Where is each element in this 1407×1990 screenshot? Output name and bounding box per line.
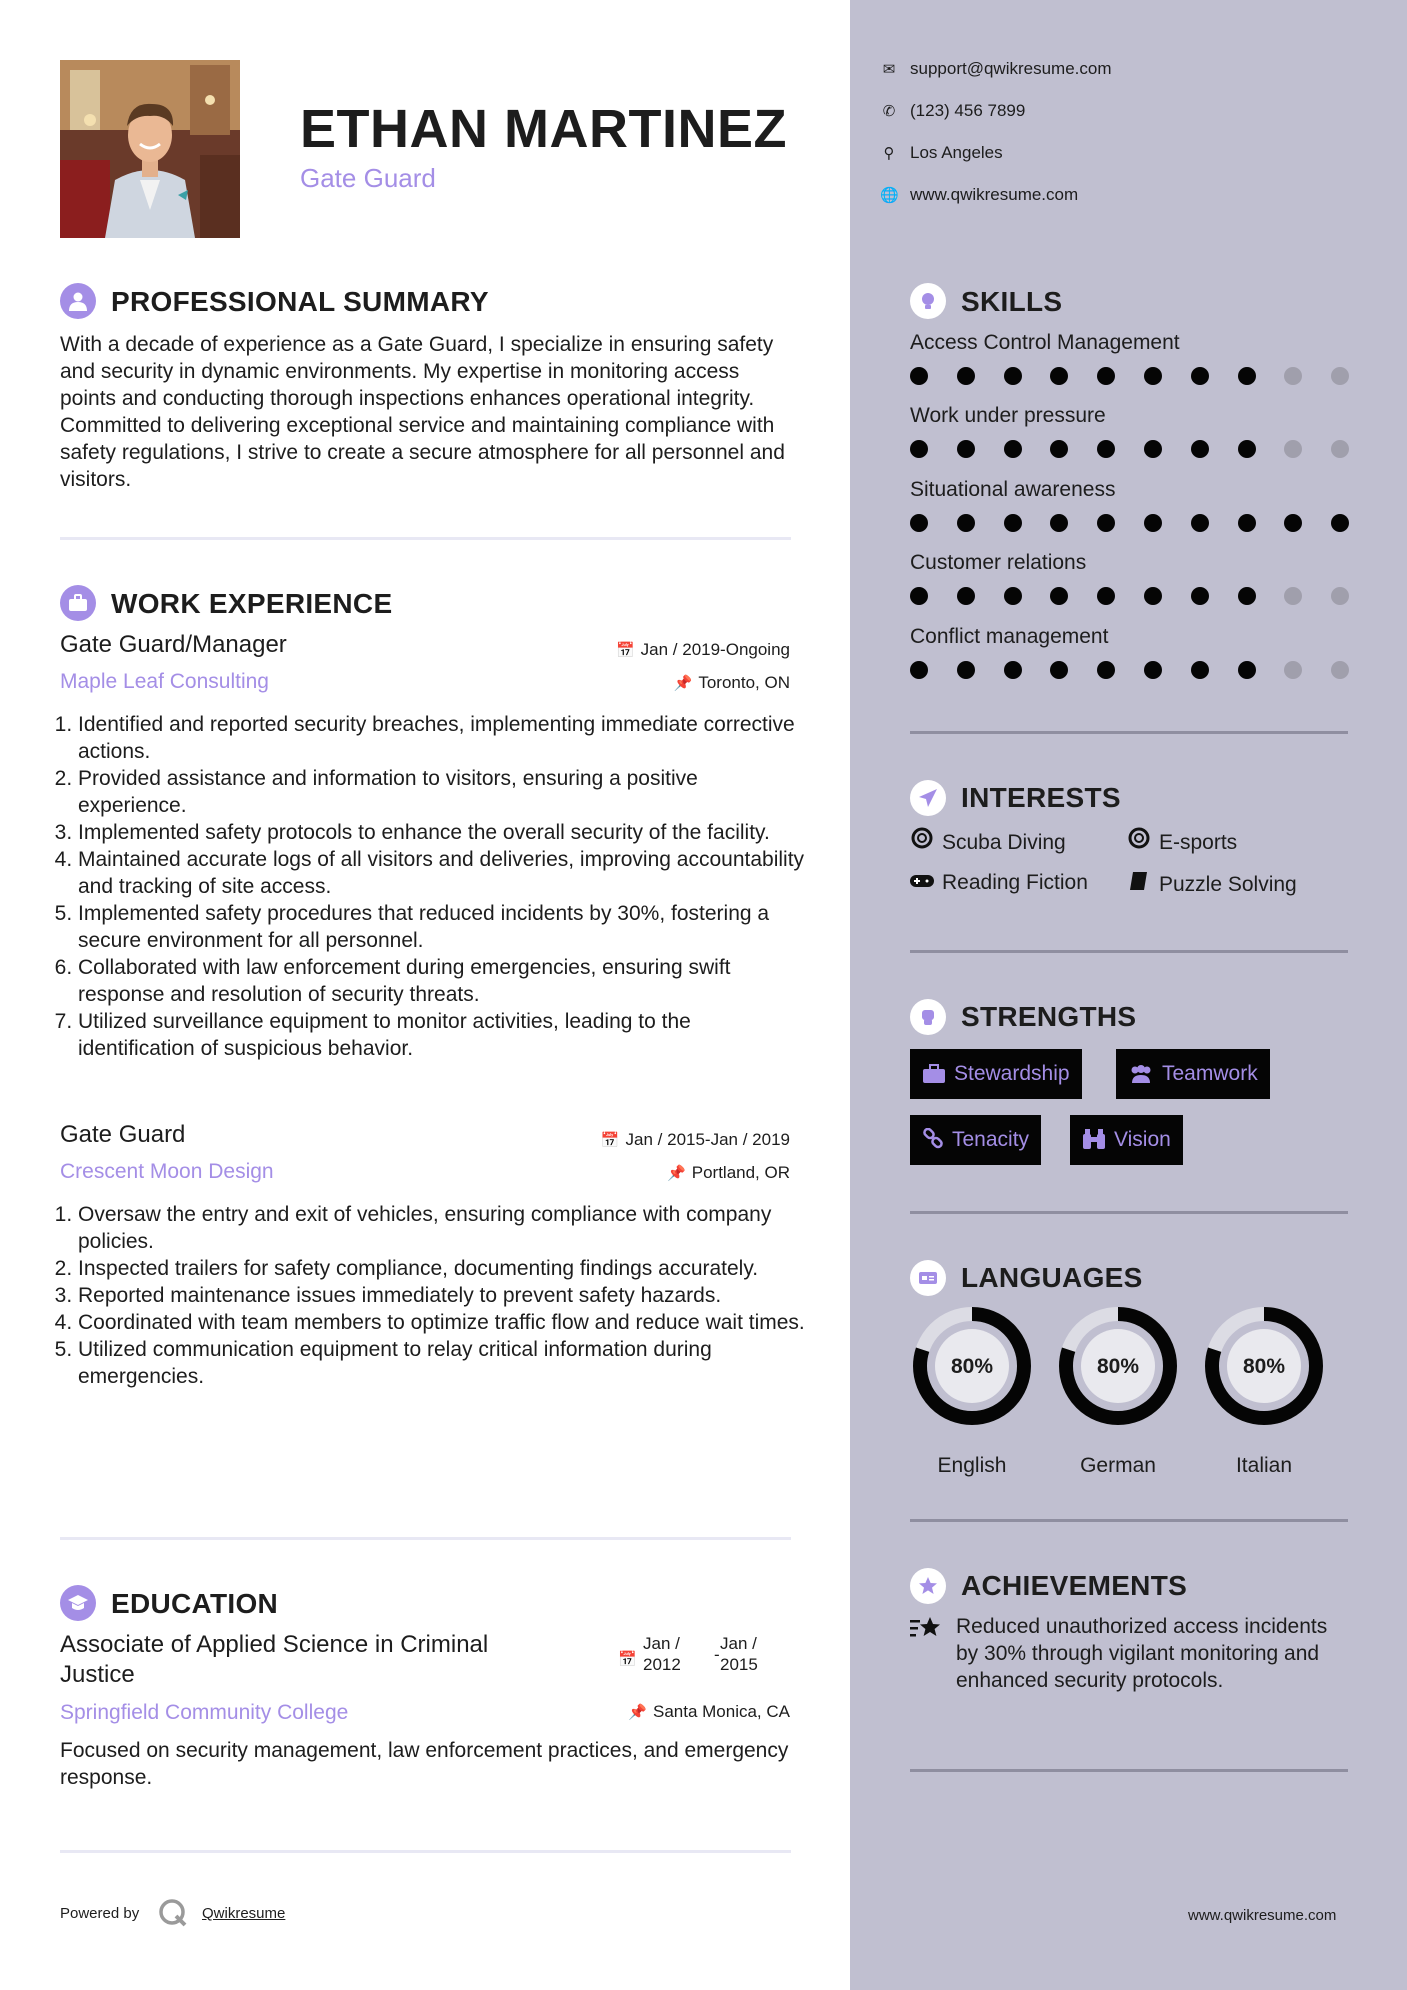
list-item: 5. Implemented safety procedures that reduced incidents by 30%, fostering a secure environment for all personnel. <box>78 900 808 954</box>
rating-dot <box>1050 367 1068 385</box>
languages-title: LANGUAGES <box>961 1262 1143 1293</box>
contact-location <box>883 143 1003 163</box>
rating-dot <box>1097 587 1115 605</box>
users-icon <box>1128 1064 1154 1084</box>
rating-dot <box>957 661 975 679</box>
section-divider <box>60 537 791 540</box>
briefcase-icon <box>60 585 96 621</box>
edu-end-date <box>720 1633 758 1675</box>
rating-dot <box>910 587 928 605</box>
link-icon <box>922 1128 944 1150</box>
skill-name: Work under pressure <box>910 404 1106 428</box>
language-ring <box>1202 1304 1326 1428</box>
rating-dot <box>1331 367 1349 385</box>
rating-dot <box>1331 661 1349 679</box>
contact-email-text: support@qwikresume.com <box>910 59 1112 78</box>
job-location-text: Portland, OR <box>691 1163 790 1182</box>
rating-dot <box>957 587 975 605</box>
rating-dot <box>1238 661 1256 679</box>
job-company: Maple Leaf Consulting <box>60 670 269 693</box>
school-name: Springfield Community College <box>60 1701 349 1724</box>
skills-title: SKILLS <box>961 286 1063 317</box>
list-item: 4. Coordinated with team members to optimize traffic flow and reduce wait times. <box>78 1309 808 1336</box>
language-icon <box>910 1260 946 1296</box>
interest-label: Puzzle Solving <box>1159 873 1297 896</box>
skill-rating <box>910 514 1350 534</box>
powered-by-label: Powered by <box>60 1905 140 1922</box>
paper-plane-icon <box>910 780 946 816</box>
language-name: German <box>1080 1454 1156 1477</box>
gamepad-icon <box>910 871 934 895</box>
strength-chip <box>1070 1115 1183 1165</box>
calendar-icon: 📅 <box>618 1651 637 1668</box>
summary-title: PROFESSIONAL SUMMARY <box>111 286 489 317</box>
strength-label: Stewardship <box>954 1062 1070 1085</box>
section-divider <box>60 1850 791 1853</box>
rating-dot <box>1284 587 1302 605</box>
rating-dot <box>1144 661 1162 679</box>
graduation-icon <box>60 1585 96 1621</box>
strength-label: Vision <box>1114 1128 1171 1151</box>
rating-dot <box>957 514 975 532</box>
skill-rating <box>910 661 1350 681</box>
job-location-text: Toronto, ON <box>698 673 790 692</box>
contact-website-text: www.qwikresume.com <box>910 185 1079 204</box>
rating-dot <box>1050 514 1068 532</box>
rating-dot <box>1004 514 1022 532</box>
job-dates-text: Jan / 2015-Jan / 2019 <box>625 1130 790 1149</box>
rating-dot <box>1191 661 1209 679</box>
candidate-name: ETHAN MARTINEZ <box>300 99 787 159</box>
list-item: 1. Oversaw the entry and exit of vehicles, ensuring compliance with company policies. <box>78 1201 808 1255</box>
rating-dot <box>910 514 928 532</box>
job-bullets <box>60 1201 808 1390</box>
degree-line-2: Justice <box>60 1661 135 1688</box>
envelope-icon: ✉ <box>882 61 896 78</box>
phone-icon: ✆ <box>882 103 896 120</box>
qwikresume-logo-icon <box>158 1898 188 1928</box>
edu-end-year: 2015 <box>720 1655 758 1674</box>
rating-dot <box>910 367 928 385</box>
interest-label: E-sports <box>1159 831 1238 854</box>
job-dates-text: Jan / 2019-Ongoing <box>640 640 790 659</box>
job-dates <box>616 640 790 660</box>
section-divider <box>910 731 1348 734</box>
rating-dot <box>1050 661 1068 679</box>
interest-item <box>1127 827 1237 855</box>
pin-icon: 📌 <box>673 675 693 692</box>
contact-email[interactable] <box>882 59 1112 79</box>
job-company: Crescent Moon Design <box>60 1160 274 1183</box>
binoculars-icon <box>1082 1128 1106 1150</box>
pin-icon: 📌 <box>667 1165 686 1182</box>
date-dash: - <box>714 1645 720 1664</box>
section-divider <box>910 1519 1348 1522</box>
interest-label: Reading Fiction <box>942 871 1088 894</box>
rating-dot <box>910 661 928 679</box>
rating-dot <box>1191 367 1209 385</box>
footer-website[interactable]: www.qwikresume.com <box>1188 1907 1337 1924</box>
edu-start-year: 2012 <box>643 1655 681 1674</box>
rating-dot <box>1191 440 1209 458</box>
candidate-role: Gate Guard <box>300 163 436 193</box>
contact-website[interactable] <box>880 185 1079 205</box>
rating-dot <box>1238 514 1256 532</box>
star-list-icon <box>910 1616 942 1647</box>
degree-line-1: Associate of Applied Science in Criminal <box>60 1631 489 1658</box>
lightbulb-icon <box>910 283 946 319</box>
rating-dot <box>1004 661 1022 679</box>
pin-icon: 📌 <box>628 1704 647 1721</box>
list-item: 6. Collaborated with law enforcement during emergencies, ensuring swift response and resolution of security threats. <box>78 954 808 1008</box>
list-item: 2. Provided assistance and information to visitors, ensuring a positive experience. <box>78 765 808 819</box>
rating-dot <box>1050 587 1068 605</box>
job-title: Gate Guard/Manager <box>60 631 287 658</box>
rating-dot <box>1238 587 1256 605</box>
skill-rating <box>910 440 1350 460</box>
job-title: Gate Guard <box>60 1121 186 1148</box>
education-text: Focused on security management, law enforcement practices, and emergency response. <box>60 1739 789 1789</box>
job-location <box>667 1163 790 1183</box>
education-title: EDUCATION <box>111 1588 279 1619</box>
rating-dot <box>1144 367 1162 385</box>
rating-dot <box>1284 440 1302 458</box>
rating-dot <box>1191 514 1209 532</box>
summary-text: With a decade of experience as a Gate Guard, I specialize in ensuring safety and security in dynamic environments. My expertise in monitoring access points and conducting thorough inspections enhances operational integrity. Committed to delivering exceptional service and maintaining compliance with safety regulations, I strive to create a secure atmosphere for all personnel and visitors. <box>60 333 785 491</box>
language-percent: 80% <box>1096 1355 1140 1378</box>
contact-phone-text: (123) 456 7899 <box>910 101 1026 120</box>
skill-name: Access Control Management <box>910 331 1180 354</box>
strengths-title: STRENGTHS <box>961 1001 1137 1032</box>
language-name: Italian <box>1235 1454 1293 1477</box>
calendar-icon: 📅 <box>600 1132 620 1149</box>
rating-dot <box>1004 587 1022 605</box>
achievements-title: ACHIEVEMENTS <box>961 1570 1188 1601</box>
rating-dot <box>1097 661 1115 679</box>
user-icon <box>60 283 96 319</box>
rating-dot <box>1097 367 1115 385</box>
language-percent: 80% <box>1242 1355 1286 1378</box>
edu-location-text: Santa Monica, CA <box>652 1702 790 1721</box>
list-item: 4. Maintained accurate logs of all visitors and deliveries, improving accountability and tracking of site access. <box>78 846 808 900</box>
globe-icon: 🌐 <box>880 187 899 204</box>
language-name: English <box>937 1454 1007 1477</box>
interests-title: INTERESTS <box>961 782 1121 813</box>
rating-dot <box>1050 440 1068 458</box>
fist-icon <box>910 999 946 1035</box>
job-dates <box>601 1130 790 1150</box>
rating-dot <box>1004 367 1022 385</box>
rating-dot <box>1238 440 1256 458</box>
list-item: 1. Identified and reported security breaches, implementing immediate corrective actions. <box>78 711 808 765</box>
edu-start-month: Jan / <box>643 1634 680 1653</box>
edu-end-month: Jan / <box>720 1634 757 1653</box>
section-divider <box>910 1211 1348 1214</box>
strength-label: Teamwork <box>1162 1062 1258 1085</box>
edu-location <box>628 1702 790 1722</box>
star-icon <box>910 1568 946 1604</box>
briefcase-icon <box>922 1064 946 1084</box>
rating-dot <box>1284 514 1302 532</box>
contact-phone[interactable] <box>882 101 1026 121</box>
edu-start-date <box>643 1633 681 1675</box>
language-gauge <box>910 1304 1034 1477</box>
rating-dot <box>1284 367 1302 385</box>
strength-chip <box>1116 1049 1270 1099</box>
language-percent: 80% <box>950 1355 994 1378</box>
interest-item <box>910 871 1088 895</box>
experience-title: WORK EXPERIENCE <box>111 588 393 619</box>
rating-dot <box>1144 440 1162 458</box>
job-location <box>674 673 790 693</box>
rating-dot <box>1331 514 1349 532</box>
rating-dot <box>1144 514 1162 532</box>
book-icon <box>1127 871 1151 897</box>
life-ring-icon <box>910 827 934 855</box>
strength-label: Tenacity <box>952 1128 1030 1151</box>
section-divider <box>60 1537 791 1540</box>
rating-dot <box>1238 367 1256 385</box>
skill-name: Customer relations <box>910 551 1087 575</box>
language-ring <box>1056 1304 1180 1428</box>
list-item: 7. Utilized surveillance equipment to monitor activities, leading to the identification of suspicious behavior. <box>78 1008 808 1062</box>
interest-label: Scuba Diving <box>942 831 1066 854</box>
rating-dot <box>957 367 975 385</box>
list-item: 2. Inspected trailers for safety compliance, documenting findings accurately. <box>78 1255 808 1282</box>
job-bullets <box>60 711 808 1062</box>
interest-item <box>1127 871 1297 897</box>
list-item: 3. Reported maintenance issues immediately to prevent safety hazards. <box>78 1282 808 1309</box>
rating-dot <box>910 440 928 458</box>
life-ring-icon <box>1127 827 1151 855</box>
skill-rating <box>910 367 1350 387</box>
profile-photo <box>60 60 240 238</box>
skill-name: Situational awareness <box>910 477 1116 501</box>
language-ring <box>910 1304 1034 1428</box>
rating-dot <box>1144 587 1162 605</box>
rating-dot <box>1191 587 1209 605</box>
map-marker-icon: ⚲ <box>883 145 895 162</box>
language-gauge <box>1056 1304 1180 1477</box>
calendar-icon: 📅 <box>615 642 635 659</box>
rating-dot <box>957 440 975 458</box>
list-item: 3. Implemented safety protocols to enhance the overall security of the facility. <box>78 819 808 846</box>
strength-chip <box>910 1049 1082 1099</box>
strength-chip <box>910 1115 1041 1165</box>
section-divider <box>910 1769 1348 1772</box>
list-item: 5. Utilized communication equipment to relay critical information during emergencies. <box>78 1336 808 1390</box>
rating-dot <box>1004 440 1022 458</box>
language-gauge <box>1202 1304 1326 1477</box>
rating-dot <box>1097 514 1115 532</box>
section-divider <box>910 950 1348 953</box>
rating-dot <box>1331 440 1349 458</box>
qwikresume-link[interactable]: Qwikresume <box>202 1905 286 1922</box>
contact-location-text: Los Angeles <box>910 143 1003 162</box>
skill-rating <box>910 587 1350 607</box>
rating-dot <box>1331 587 1349 605</box>
rating-dot <box>1284 661 1302 679</box>
skill-name: Conflict management <box>910 624 1109 648</box>
rating-dot <box>1097 440 1115 458</box>
achievement-text: Reduced unauthorized access incidents by 30% through vigilant monitoring and enhanced security protocols. <box>956 1615 1328 1692</box>
interest-item <box>910 827 1066 855</box>
